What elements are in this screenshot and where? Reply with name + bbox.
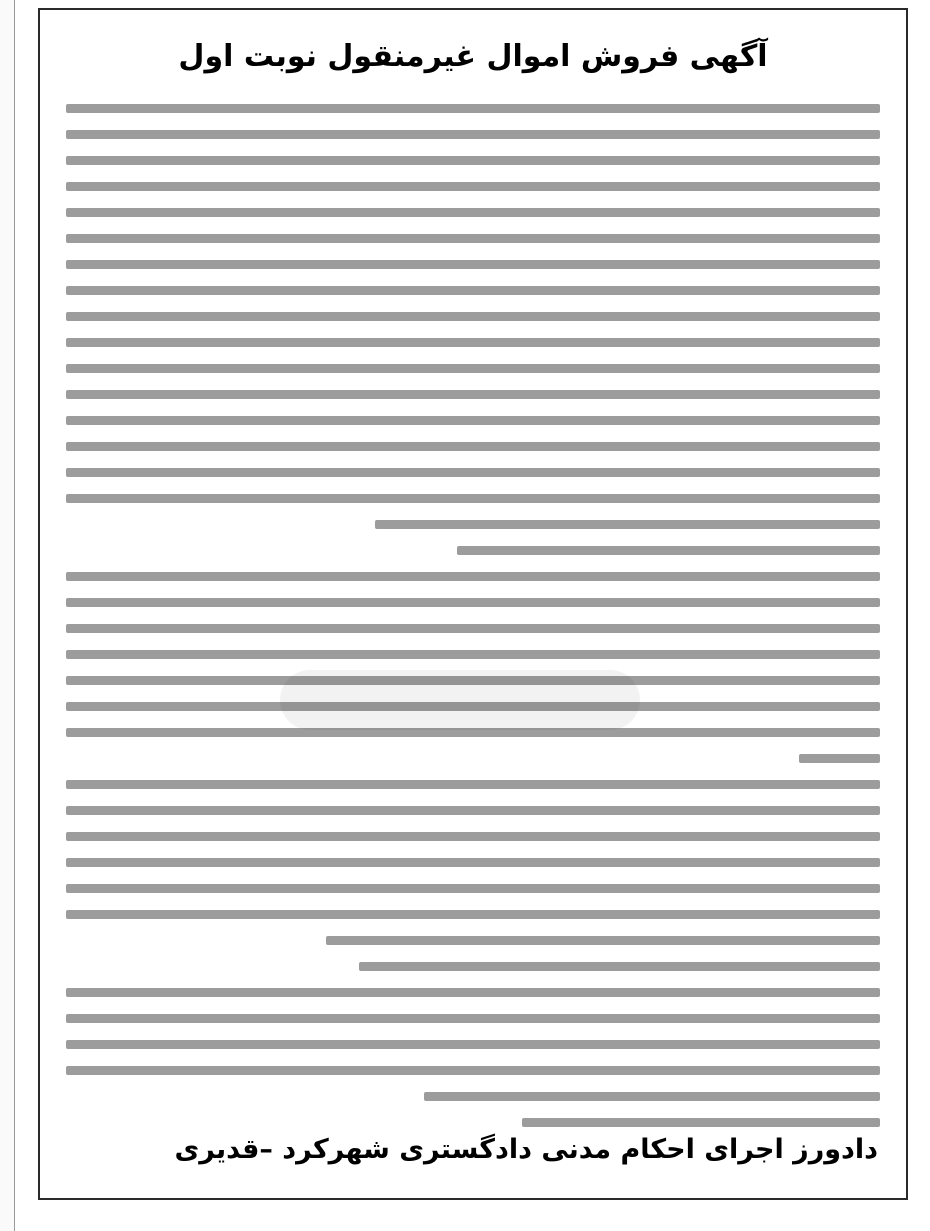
text-line [66,650,880,659]
text-line [522,1118,880,1127]
text-line [66,364,880,373]
text-line [66,910,880,919]
text-line [66,780,880,789]
text-line [66,1066,880,1075]
text-line [66,572,880,581]
text-line [66,884,880,893]
text-line [66,1014,880,1023]
text-line [66,1040,880,1049]
text-line [66,468,880,477]
text-line [375,520,880,529]
watermark [280,670,640,730]
text-line [66,312,880,321]
text-line [66,806,880,815]
text-line [457,546,880,555]
text-line [66,598,880,607]
text-line [799,754,880,763]
text-line [66,338,880,347]
text-line [326,936,880,945]
text-line [66,104,880,113]
text-line [66,442,880,451]
text-line [66,624,880,633]
notice-body-illegible [66,104,880,1144]
text-line [66,182,880,191]
text-line [66,858,880,867]
notice-title: آگهی فروش اموال غیرمنقول نوبت اول [178,39,768,74]
text-line [66,130,880,139]
text-line [66,286,880,295]
text-line [424,1092,880,1101]
text-line [66,832,880,841]
text-line [66,416,880,425]
text-line [66,260,880,269]
text-line [66,494,880,503]
text-line [66,208,880,217]
text-line [66,988,880,997]
text-line [66,390,880,399]
text-line [66,156,880,165]
notice-clipping [38,8,908,1200]
page-edge [0,0,15,1231]
text-line [359,962,880,971]
text-line [66,234,880,243]
footer-signature: دادورز اجرای احکام مدنی دادگستری شهرکرد –قدیری [174,1134,878,1165]
